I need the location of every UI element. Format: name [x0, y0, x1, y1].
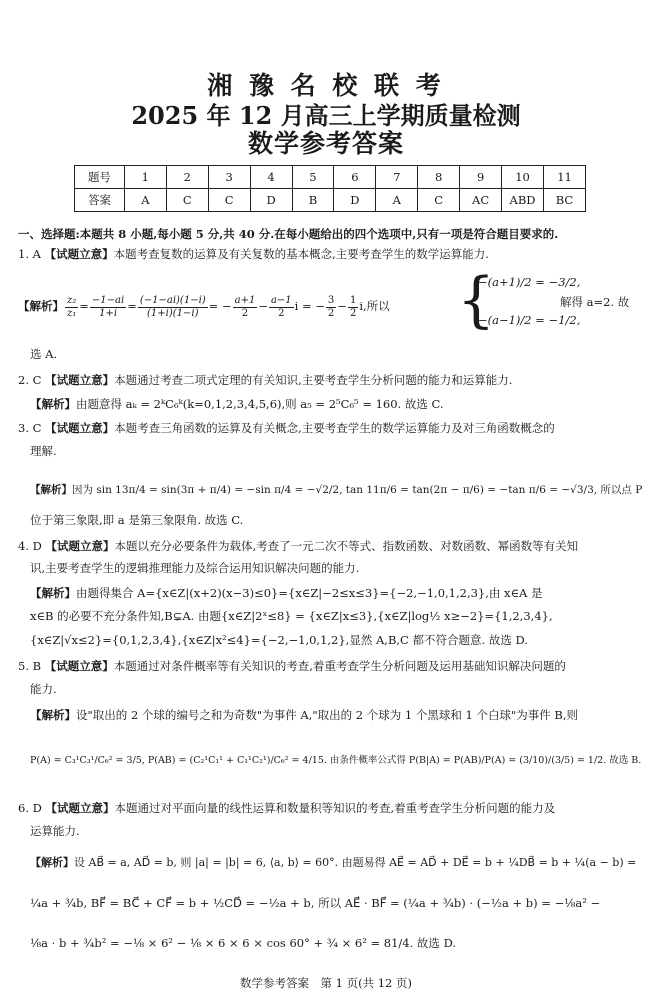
- answer-cell: A: [124, 189, 166, 212]
- header-title-line3: 数学参考答案: [247, 129, 404, 158]
- q1-frac-a: $\frac{-1-ai}{1+i}$: [91, 294, 125, 319]
- header-title-line2: 2025 年 12 月高三上学期质量检测: [131, 101, 521, 130]
- q4-intent: 4. D 【试题立意】本题以充分必要条件为载体,考查了一元二次不等式、指数函数、对数函数、幂函数等有关知: [18, 539, 579, 553]
- section-heading: 一、选择题:本题共 8 小题,每小题 5 分,共 40 分.在每小题给出的四个选项中,只有一项是符合题目要求的.: [18, 227, 559, 241]
- q2-solution: 【解析】由题意得 aₖ = 2ᵏC₆ᵏ(k=0,1,2,3,4,5,6),则 a₅ = 2⁵C₆⁵ = 160. 故选 C.: [30, 397, 444, 411]
- q4-solution-2: x∈B 的必要不充分条件知,B⊊A. 由题{x∈Z|2ˣ≤8} = {x∈Z|x≤3},{x∈Z|log½ x≥−2}={1,2,3,4},: [30, 609, 553, 623]
- q6-solution-3: ⅛a · b + ¾b² = −⅛ × 6² − ⅛ × 6 × 6 × cos 60° + ¾ × 6² = 81/4. 故选 D.: [30, 936, 457, 950]
- q1-head: 1. A: [18, 247, 41, 261]
- q1-tag: 【试题立意】: [44, 247, 114, 261]
- q1-frac-f: $\frac{1}{2}$: [349, 294, 357, 319]
- question-number: 11: [544, 166, 586, 189]
- q6-solution: 【解析】设 AB⃗ = a, AD⃗ = b, 则 |a| = |b| = 6, ⟨a, b⟩ = 60°. 由题易得 AE⃗ = AD⃗ + DE⃗ = b + ¼DB⃗ = b + ¼(a − b) =: [30, 856, 637, 869]
- answer-table-answer-row: [75, 189, 586, 212]
- answer-table: [74, 165, 586, 212]
- q3-solution-cont: 位于第三象限,即 a 是第三象限角. 故选 C.: [30, 513, 244, 527]
- q1-frac-e: $\frac{3}{2}$: [327, 294, 335, 319]
- q1-system-line1: −(a+1)/2 = −3/2,: [478, 275, 581, 289]
- q5-intent: 5. B 【试题立意】本题通过对条件概率等有关知识的考查,着重考查学生分析问题及运用基础知识解决问题的: [18, 659, 566, 673]
- question-number: 6: [334, 166, 376, 189]
- answer-cell: D: [250, 189, 292, 212]
- question-number: 9: [460, 166, 502, 189]
- page-footer: 数学参考答案 第 1 页(共 12 页): [239, 976, 413, 990]
- q5-intent-cont: 能力.: [30, 682, 57, 696]
- question-number: 10: [502, 166, 544, 189]
- answer-cell: C: [418, 189, 460, 212]
- question-number: 3: [208, 166, 250, 189]
- q1-intent-text: 本题考查复数的运算及有关复数的基本概念,主要考查学生的数学运算能力.: [113, 247, 489, 261]
- answer-cell: B: [292, 189, 334, 212]
- q1-jiexi-tag: 【解析】: [18, 299, 64, 313]
- q4-intent-cont: 识,主要考查学生的逻辑推理能力及综合运用知识解决问题的能力.: [30, 561, 360, 575]
- question-number: 7: [376, 166, 418, 189]
- q5-solution-2: P(A) = C₃¹C₃¹/C₆² = 3/5, P(AB) = (C₂¹C₁¹ + C₁¹C₂¹)/C₆² = 4/15. 由条件概率公式得 P(B|A) = P(AB)/P(A) = (3/10)/(3/5) = 1/2. 故选 B.: [30, 755, 642, 766]
- q6-intent-cont: 运算能力.: [30, 824, 80, 838]
- answer-cell: AC: [460, 189, 502, 212]
- q1-frac-c: $\frac{a+1}{2}$: [234, 294, 256, 319]
- answer-cell: ABD: [502, 189, 544, 212]
- answer-cell: C: [166, 189, 208, 212]
- row-label-answers: 答案: [75, 189, 125, 212]
- q3-solution: 【解析】因为 sin 13π/4 = sin(3π + π/4) = −sin π/4 = −√2/2, tan 11π/6 = tan(2π − π/6) = −tan π/6 = −√3/3, 所以点 P: [30, 484, 643, 496]
- header-title-line1: 湘 豫 名 校 联 考: [207, 71, 445, 100]
- answer-cell: D: [334, 189, 376, 212]
- q4-solution-3: {x∈Z|√x≤2}={0,1,2,3,4},{x∈Z|x²≤4}={−2,−1,0,1,2},显然 A,B,C 都不符合题意. 故选 D.: [30, 633, 528, 647]
- q1-frac-d: $\frac{a-1}{2}$: [270, 294, 292, 319]
- answer-cell: A: [376, 189, 418, 212]
- question-number: 2: [166, 166, 208, 189]
- question-number: 8: [418, 166, 460, 189]
- answer-table-number-row: [75, 166, 586, 189]
- question-number: 4: [250, 166, 292, 189]
- answer-cell: C: [208, 189, 250, 212]
- q5-solution: 【解析】设"取出的 2 个球的编号之和为奇数"为事件 A,"取出的 2 个球为 1 个黑球和 1 个白球"为事件 B,则: [30, 708, 579, 722]
- q1-system-brace: {: [457, 265, 496, 335]
- q1-frac-b: $\frac{(-1-ai)(1-i)}{(1+i)(1-i)}$: [139, 294, 206, 319]
- q3-intent-cont: 理解.: [30, 444, 57, 458]
- q6-solution-2: ¼a + ¾b, BF⃗ = BC⃗ + CF⃗ = b + ½CD⃗ = −½a + b, 所以 AE⃗ · BF⃗ = (¼a + ¾b) · (−½a + b) = −⅛a² −: [30, 896, 601, 910]
- q3-intent: 3. C 【试题立意】本题考查三角函数的运算及有关概念,主要考查学生的数学运算能力及对三角函数概念的: [18, 421, 555, 435]
- q1-frac-z: $\frac{\text{z₂}}{\text{z₁}}$: [67, 294, 77, 319]
- q1-system-line2: −(a−1)/2 = −1/2,: [478, 313, 581, 327]
- q1-intent: [18, 246, 638, 262]
- row-label-numbers: 题号: [75, 166, 125, 189]
- answer-cell: BC: [544, 189, 586, 212]
- q1-tail: 解得 a=2. 故: [560, 295, 630, 309]
- q4-solution: 【解析】由题得集合 A={x∈Z|(x+2)(x−3)≤0}={x∈Z|−2≤x≤3}={−2,−1,0,1,2,3},由 x∈A 是: [30, 586, 543, 600]
- question-number: 5: [292, 166, 334, 189]
- q6-intent: 6. D 【试题立意】本题通过对平面向量的线性运算和数量积等知识的考查,着重考查学生分析问题的能力及: [18, 801, 556, 815]
- q1-end: 选 A.: [30, 347, 58, 361]
- question-number: 1: [124, 166, 166, 189]
- q1-solution: 【解析】 $\frac{\text{z₂}}{\text{z₁}}$ = $\frac{-1-ai}{1+i}$ = $\frac{(-1-ai)(1-i)}{(1+i)(1-i)}$ = − $\frac{a+1}{2}$ − $\frac{a-1}{2}$ i = − $\frac{3}{2}$ − $\frac{1}{2}$ i,所以: [18, 294, 390, 319]
- q2-intent: 2. C 【试题立意】本题通过考查二项式定理的有关知识,主要考查学生分析问题的能力和运算能力.: [18, 373, 513, 387]
